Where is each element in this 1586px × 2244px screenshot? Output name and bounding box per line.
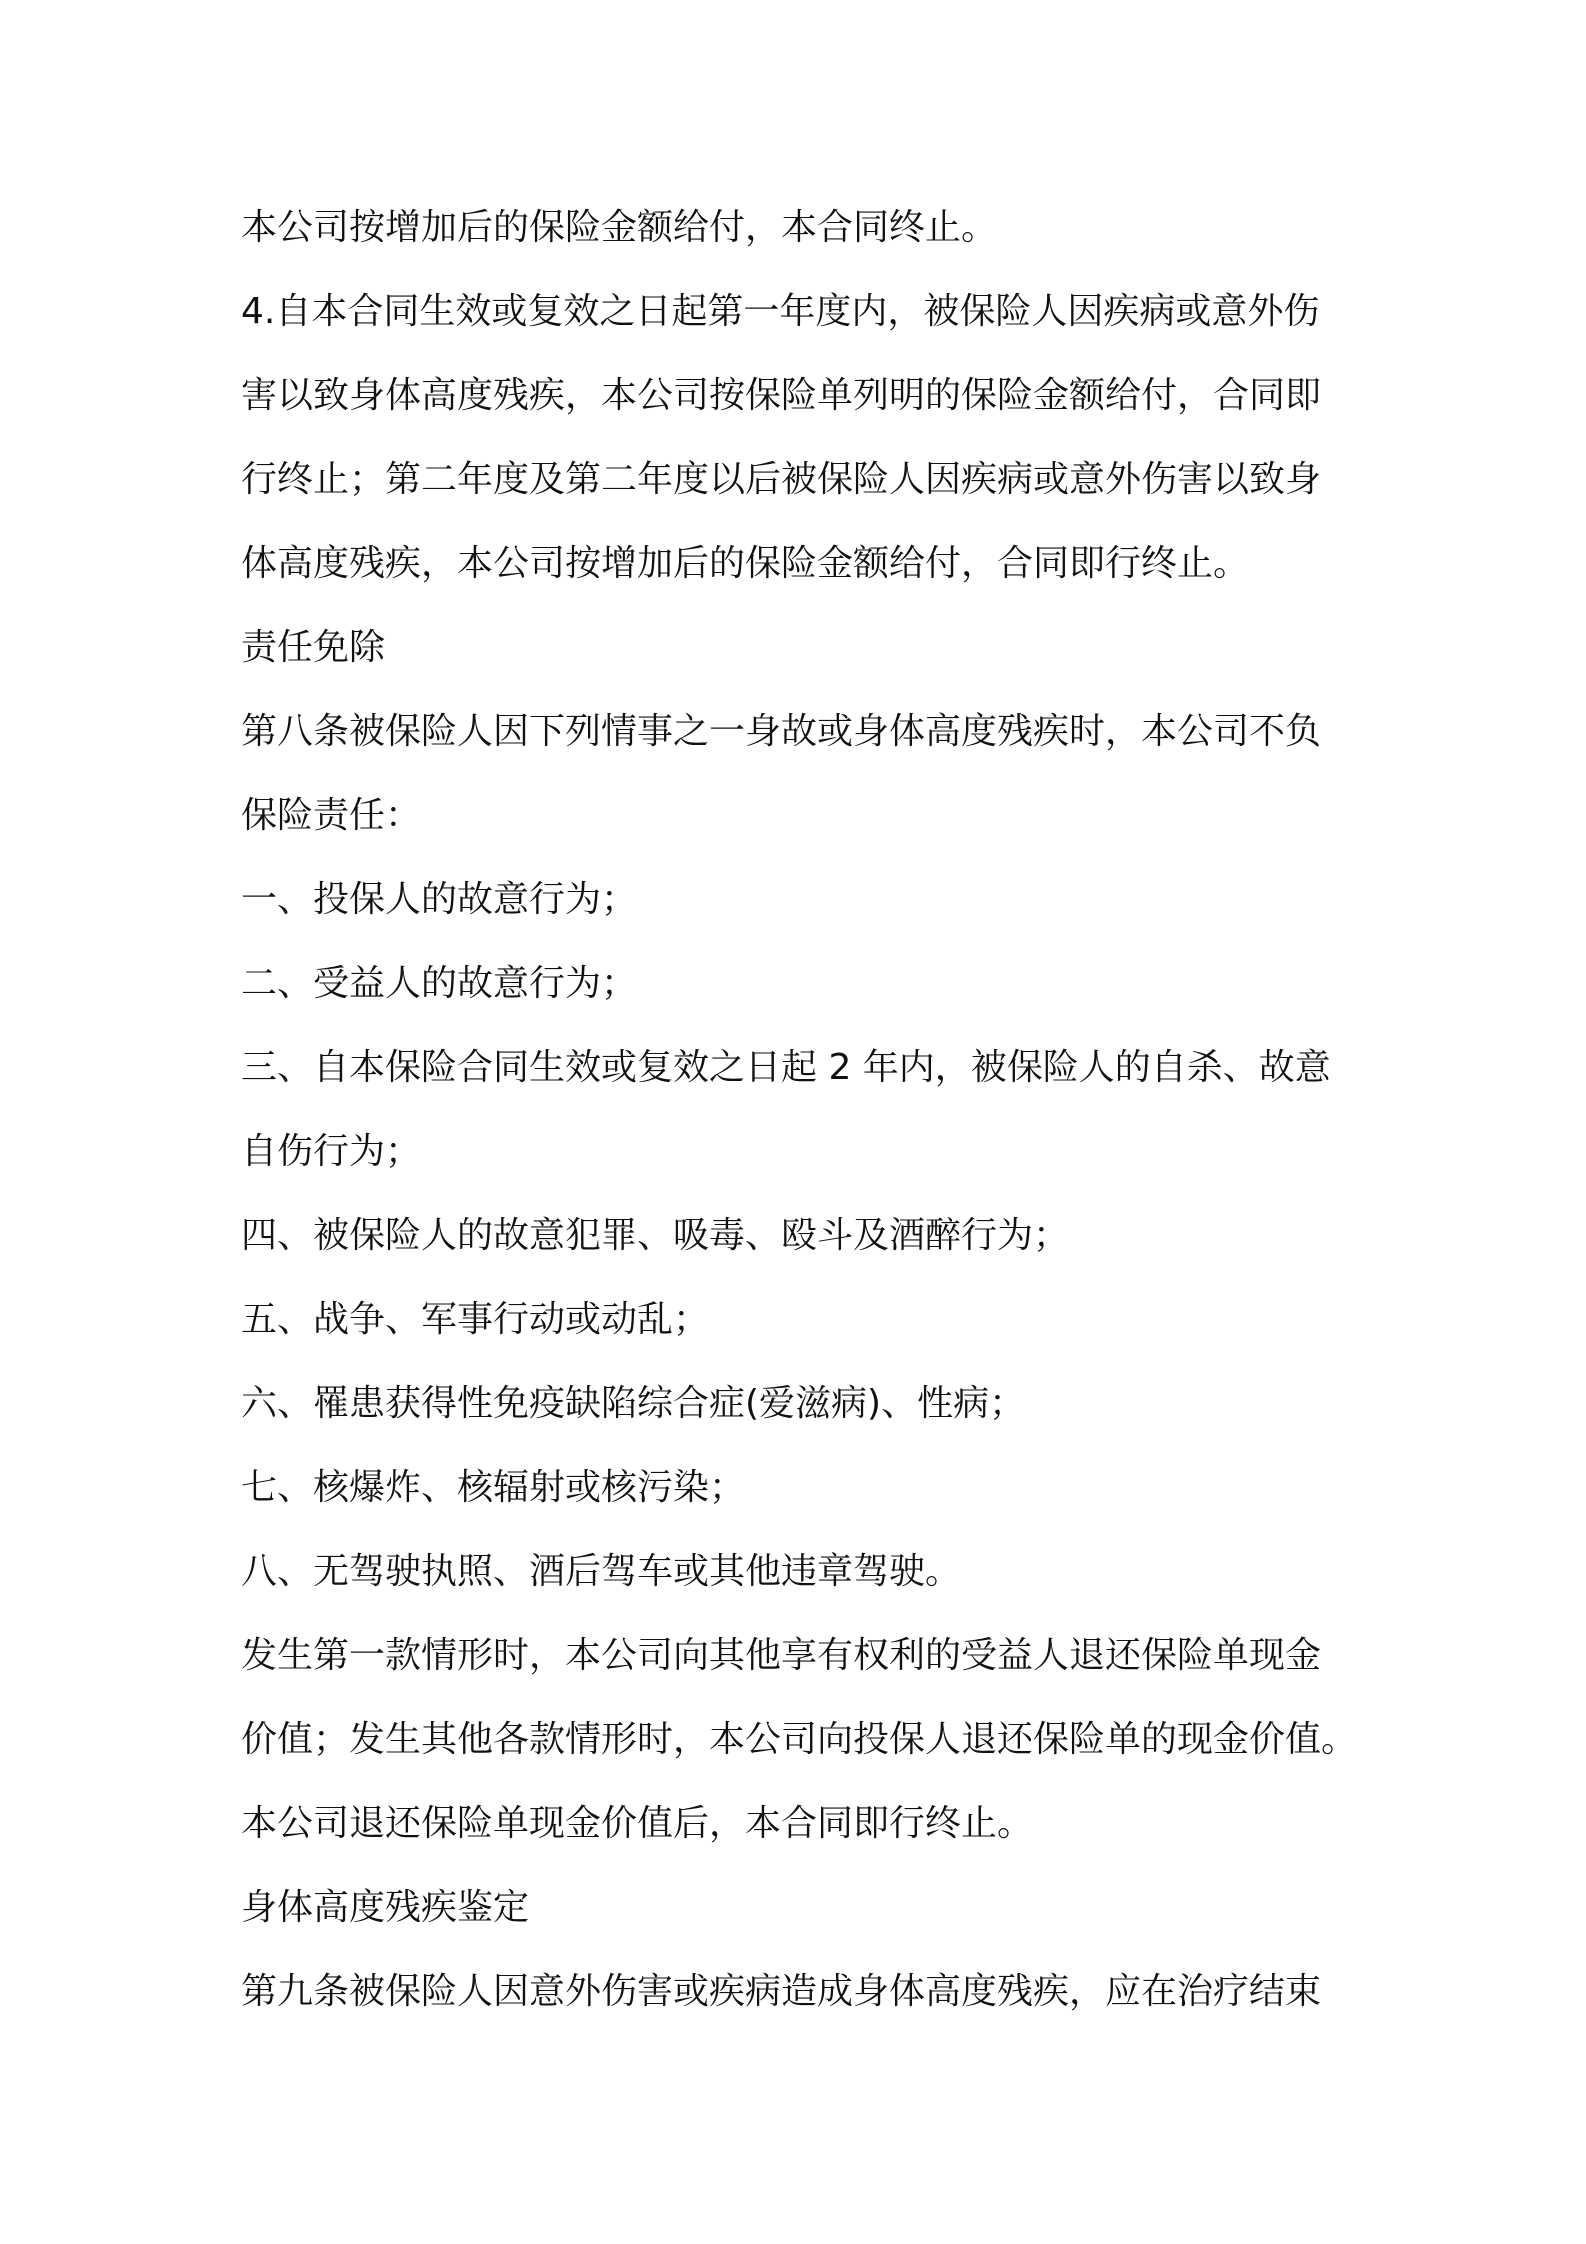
list-item: 一、投保人的故意行为； xyxy=(241,879,638,920)
text-line: 本公司按增加后的保险金额给付，本合同终止。 xyxy=(241,207,998,248)
list-item: 五、战争、军事行动或动乱； xyxy=(241,1299,710,1340)
text-line: 4.自本合同生效或复效之日起第一年度内，被保险人因疾病或意外伤 xyxy=(241,291,1320,332)
text-line: 行终止；第二年度及第二年度以后被保险人因疾病或意外伤害以致身 xyxy=(241,459,1322,500)
list-item: 三、自本保险合同生效或复效之日起 2 年内，被保险人的自杀、故意 xyxy=(241,1047,1331,1088)
list-item: 八、无驾驶执照、酒后驾车或其他违章驾驶。 xyxy=(241,1551,962,1592)
text-line: 价值；发生其他各款情形时，本公司向投保人退还保险单的现金价值。 xyxy=(241,1719,1358,1760)
text-line: 体高度残疾，本公司按增加后的保险金额给付，合同即行终止。 xyxy=(241,543,1250,584)
text-line: 自伤行为； xyxy=(241,1131,422,1172)
list-item: 四、被保险人的故意犯罪、吸毒、殴斗及酒醉行为； xyxy=(241,1215,1070,1256)
list-item: 七、核爆炸、核辐射或核污染； xyxy=(241,1467,746,1508)
section-heading: 责任免除 xyxy=(241,627,386,668)
text-line: 第九条被保险人因意外伤害或疾病造成身体高度残疾，应在治疗结束 xyxy=(241,1971,1322,2012)
text-line: 本公司退还保险单现金价值后，本合同即行终止。 xyxy=(241,1803,1034,1844)
list-item: 六、罹患获得性免疫缺陷综合症(爱滋病)、性病； xyxy=(241,1383,1026,1424)
text-line: 发生第一款情形时，本公司向其他享有权利的受益人退还保险单现金 xyxy=(241,1635,1322,1676)
list-item: 二、受益人的故意行为； xyxy=(241,963,638,1004)
text-line: 害以致身体高度残疾，本公司按保险单列明的保险金额给付，合同即 xyxy=(241,375,1322,416)
text-line: 第八条被保险人因下列情事之一身故或身体高度残疾时，本公司不负 xyxy=(241,711,1322,752)
section-heading: 身体高度残疾鉴定 xyxy=(241,1887,530,1928)
text-line: 保险责任： xyxy=(241,795,422,836)
